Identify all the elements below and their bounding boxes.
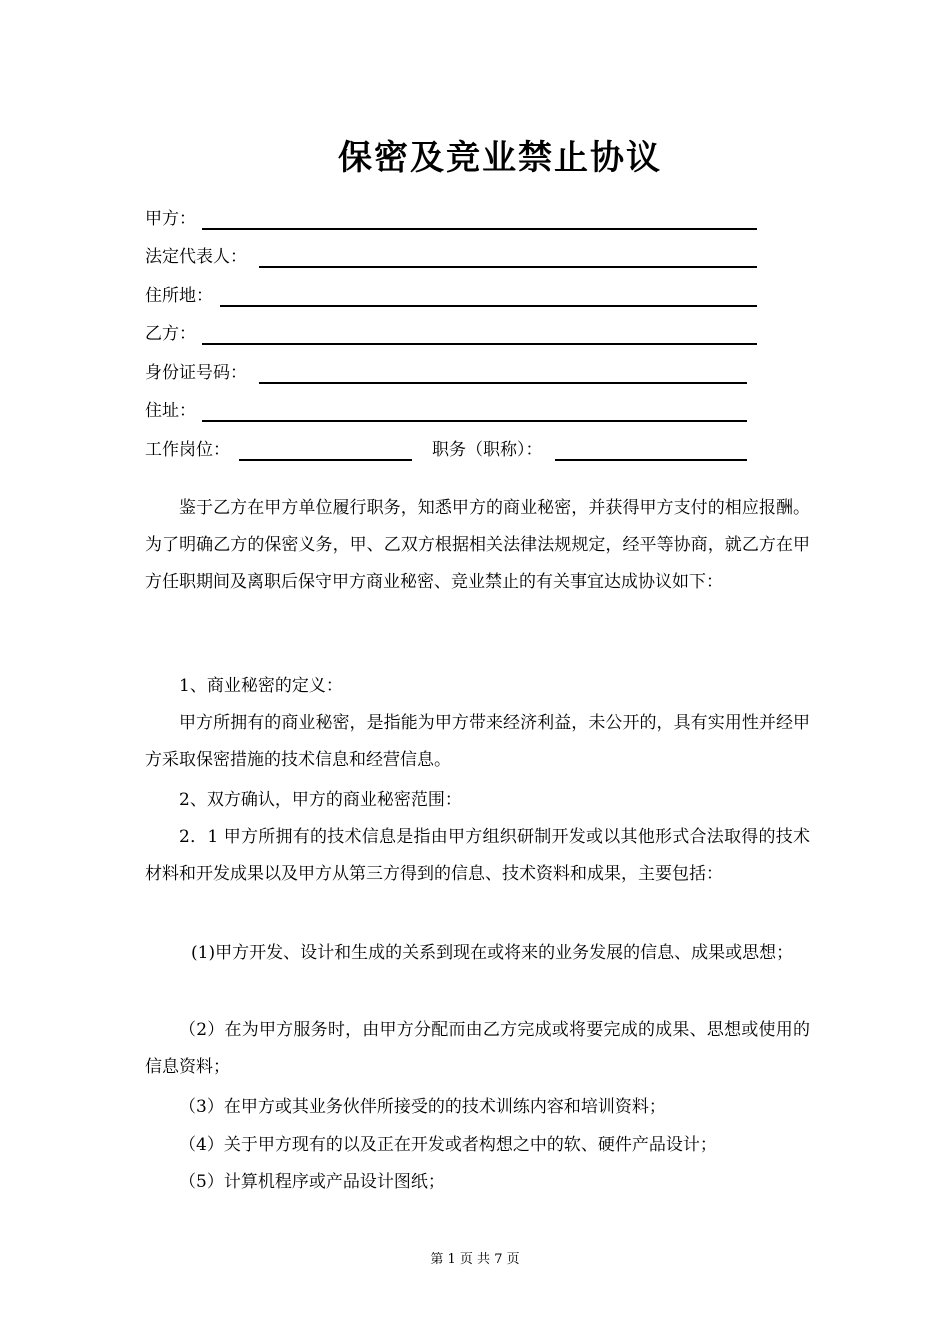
field-legal-rep (145, 242, 760, 272)
blank-line-residence[interactable] (202, 420, 747, 422)
section-2-heading: 2、双方确认，甲方的商业秘密范围： (179, 790, 462, 810)
field-address (145, 281, 760, 311)
field-label-party-a: 甲方： (145, 209, 196, 229)
document-title: 保密及竞业禁止协议 (338, 138, 662, 178)
section-1-body: 甲方所拥有的商业秘密，是指能为甲方带来经济利益，未公开的，具有实用性并经甲方采取保密措施的技术信息和经营信息。 (145, 713, 810, 770)
field-party-b (145, 319, 760, 349)
field-label-title-job: 职务（职称）： (432, 440, 543, 460)
list-item-2: （2）在为甲方服务时，由甲方分配而由乙方完成或将要完成的成果、思想或使用的信息资料； (145, 1020, 810, 1077)
field-label-address: 住所地： (145, 286, 213, 306)
blank-line-position[interactable] (239, 459, 412, 461)
blank-line-address[interactable] (220, 305, 757, 307)
intro-paragraph: 鉴于乙方在甲方单位履行职务，知悉甲方的商业秘密，并获得甲方支付的相应报酬。为了明确乙方的保密义务，甲、乙双方根据相关法律法规规定，经平等协商，就乙方在甲方任职期间及离职后保守甲方商业秘密、竞业禁止的有关事宜达成协议如下： (145, 498, 810, 592)
field-position-row (145, 435, 760, 465)
list-item-1: (1)甲方开发、设计和生成的关系到现在或将来的业务发展的信息、成果或思想； (191, 943, 794, 963)
blank-line-party-a[interactable] (202, 228, 757, 230)
blank-line-legal-rep[interactable] (259, 266, 757, 268)
list-item-5: （5）计算机程序或产品设计图纸； (179, 1172, 445, 1192)
section-1-heading: 1、商业秘密的定义： (179, 676, 343, 696)
field-id-number (145, 358, 760, 388)
field-residence (145, 396, 760, 426)
blank-line-title-job[interactable] (555, 459, 747, 461)
list-item-4: （4）关于甲方现有的以及正在开发或者构想之中的软、硬件产品设计； (179, 1135, 717, 1155)
field-label-id-number: 身份证号码： (145, 363, 247, 383)
blank-line-id-number[interactable] (259, 382, 747, 384)
field-label-residence: 住址： (145, 401, 196, 421)
field-label-party-b: 乙方： (145, 324, 196, 344)
blank-line-party-b[interactable] (202, 343, 757, 345)
section-2-1-paragraph: 2．1 甲方所拥有的技术信息是指由甲方组织研制开发或以其他形式合法取得的技术材料和开发成果以及甲方从第三方得到的信息、技术资料和成果，主要包括： (145, 827, 810, 884)
page-number-footer: 第 1 页 共 7 页 (430, 1252, 520, 1267)
field-label-legal-rep: 法定代表人： (145, 247, 247, 267)
list-item-3: （3）在甲方或其业务伙伴所接受的的技术训练内容和培训资料； (179, 1097, 666, 1117)
field-party-a (145, 204, 760, 234)
field-label-position: 工作岗位： (145, 440, 230, 460)
